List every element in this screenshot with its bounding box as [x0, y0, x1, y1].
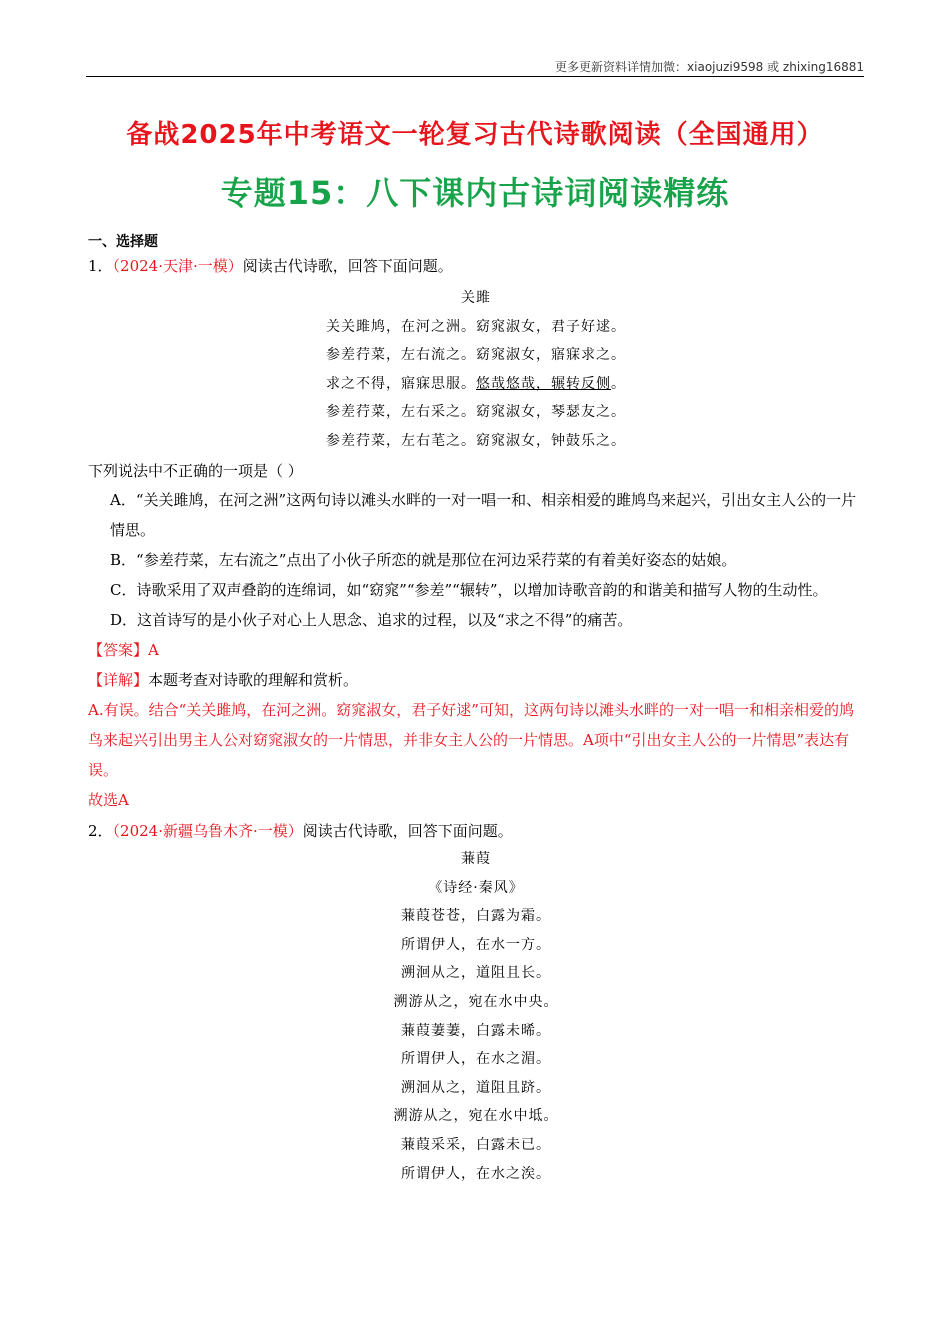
poem-line-part: 。: [611, 375, 626, 392]
question-prompt: 阅读古代诗歌，回答下面问题。: [242, 257, 453, 275]
poem-title: 蒹葭: [461, 851, 491, 867]
poem-guanju: [88, 284, 864, 455]
question-source: （2024·天津·一模）: [112, 257, 243, 275]
poem-line: 蒹葭采采，白露未已。: [401, 1136, 551, 1153]
detail-label: 【详解】: [88, 671, 149, 689]
option-c: C．诗歌采用了双声叠韵的连绵词，如“窈窕”“参差”“辗转”，以增加诗歌音韵的和谐美和描写人物的生动性。: [110, 581, 828, 599]
poem-source: 《诗经·秦风》: [428, 879, 524, 896]
option-d: D．这首诗写的是小伙子对心上人思念、追求的过程，以及“求之不得”的痛苦。: [110, 611, 633, 629]
question-number: 1．: [88, 257, 113, 275]
option-b: B．“参差荇菜，左右流之”点出了小伙子所恋的就是那位在河边采荇菜的有着美好姿态的姑娘。: [110, 551, 737, 569]
poem-title: 关雎: [461, 290, 491, 306]
question-source: （2024·新疆乌鲁木齐·一模）: [112, 822, 303, 840]
poem-line: 参差荇菜，左右采之。窈窕淑女，琴瑟友之。: [326, 404, 626, 420]
poem-line: 蒹葭苍苍，白露为霜。: [401, 908, 551, 925]
document-title: 备战2025年中考语文一轮复习古代诗歌阅读（全国通用）: [126, 120, 824, 150]
poem-line: 溯洄从之，道阻且跻。: [401, 1079, 551, 1096]
poem-line: 溯洄从之，道阻且长。: [401, 965, 551, 982]
header-divider: [86, 76, 864, 77]
detail: [88, 665, 864, 695]
underlined-phrase: 悠哉悠哉，辗转反侧: [476, 375, 611, 392]
section-heading: 一、选择题: [88, 234, 158, 250]
poem-jianjia: [88, 845, 864, 1188]
answer: 【答案】A: [88, 641, 159, 659]
poem-line: 所谓伊人，在水之涘。: [401, 1165, 551, 1182]
poem-line: [88, 370, 864, 399]
poem-line: 溯游从之，宛在水中坻。: [393, 1108, 559, 1125]
conclusion: 故选A: [88, 791, 129, 809]
poem-line-part: 求之不得，寤寐思服。: [326, 375, 476, 392]
poem-line: 关关雎鸠，在河之洲。窈窕淑女，君子好逑。: [326, 318, 626, 335]
question-2-header: [88, 817, 864, 845]
document-body: [88, 232, 864, 1188]
explanation: A.有误。结合“关关雎鸠，在河之洲。窈窕淑女，君子好逑”可知，这两句诗以滩头水畔的一对一唱一和相亲相爱的鸠鸟来起兴引出男主人公对窈窕淑女的一片情思，并非女主人公的一片情思。A项中“引出女主人公的一片情思”表达有误。: [88, 701, 854, 779]
poem-line: 溯游从之，宛在水中央。: [393, 993, 559, 1010]
poem-line: 蒹葭萋萋，白露未晞。: [401, 1022, 551, 1039]
question-stem: 下列说法中不正确的一项是（ ）: [88, 462, 303, 480]
question-prompt: 阅读古代诗歌，回答下面问题。: [302, 822, 513, 840]
question-number: 2．: [88, 822, 113, 840]
poem-line: 参差荇菜，左右芼之。窈窕淑女，钟鼓乐之。: [326, 432, 626, 449]
poem-line: 所谓伊人，在水一方。: [401, 936, 551, 953]
poem-line: 所谓伊人，在水之湄。: [401, 1051, 551, 1068]
question-1-header: [88, 252, 864, 280]
poem-line: 参差荇菜，左右流之。窈窕淑女，寤寐求之。: [326, 347, 626, 363]
detail-text: 本题考查对诗歌的理解和赏析。: [148, 671, 359, 689]
option-a: A．“关关雎鸠，在河之洲”这两句诗以滩头水畔的一对一唱一和、相亲相爱的雎鸠鸟来起兴，引出女主人公的一片情思。: [110, 491, 857, 539]
document-subtitle: 专题15：八下课内古诗词阅读精练: [220, 174, 730, 212]
header-contact-note: 更多更新资料详情加微：xiaojuzi9598 或 zhixing16881: [555, 60, 864, 74]
